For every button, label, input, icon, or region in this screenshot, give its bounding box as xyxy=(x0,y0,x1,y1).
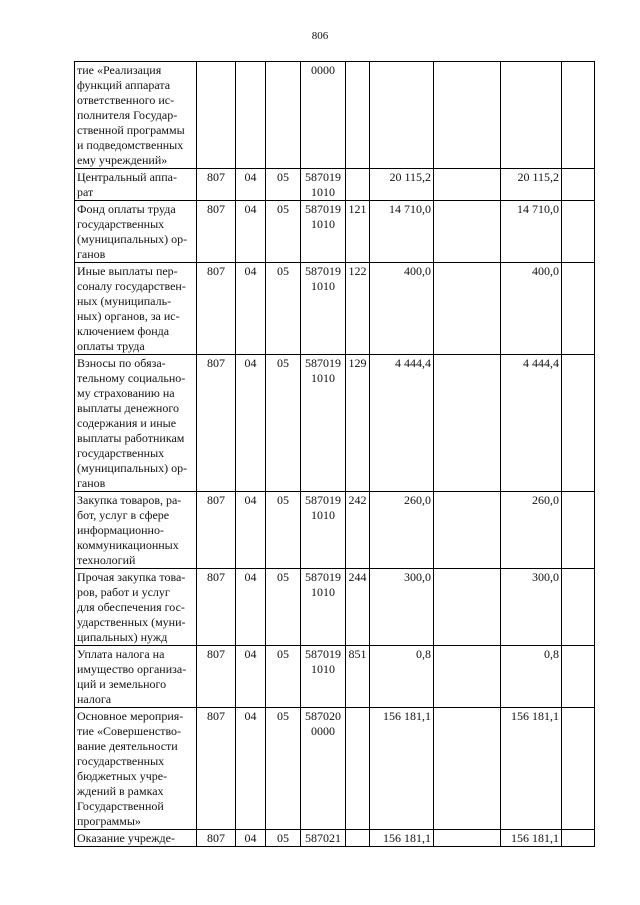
item-name-line: (муниципальных) ор- xyxy=(77,461,188,475)
item-name-cell xyxy=(75,62,197,169)
subsection-code-cell: 05 xyxy=(266,263,301,355)
empty-cell xyxy=(562,355,595,492)
item-name-line: коммуникационных xyxy=(77,538,179,552)
item-name-line: налога xyxy=(77,692,112,706)
target-article-line: 0000 xyxy=(311,724,335,738)
empty-cell xyxy=(562,646,595,708)
expense-type-cell: 851 xyxy=(346,646,370,708)
item-name-line: Прочая закупка това- xyxy=(77,570,186,584)
amount-extra-cell xyxy=(434,263,501,355)
amount-extra-cell xyxy=(434,169,501,201)
amount-extra-cell xyxy=(434,201,501,263)
table-row xyxy=(75,569,595,646)
target-article-line: 587019 xyxy=(305,493,341,507)
total-cell: 20 115,2 xyxy=(501,169,562,201)
budget-table xyxy=(74,61,595,847)
item-name-cell xyxy=(75,201,197,263)
total-cell xyxy=(501,62,562,169)
target-article-line: 1010 xyxy=(311,371,335,385)
empty-cell xyxy=(562,830,595,847)
item-name-line: Центральный аппа- xyxy=(77,170,177,184)
item-name-line: ключением фонда xyxy=(77,324,170,338)
amount-cell: 400,0 xyxy=(370,263,434,355)
item-name-line: ганов xyxy=(77,247,106,261)
table-row xyxy=(75,62,595,169)
target-article-cell xyxy=(301,355,346,492)
amount-cell: 260,0 xyxy=(370,492,434,569)
item-name-line: государственных xyxy=(77,754,165,768)
item-name-line: бот, услуг в сфере xyxy=(77,508,170,522)
subsection-code-cell: 05 xyxy=(266,492,301,569)
item-name-line: ударственных (муни- xyxy=(77,615,186,629)
item-name-line: бюджетных учре- xyxy=(77,769,168,783)
expense-type-cell: 129 xyxy=(346,355,370,492)
target-article-line: 587019 xyxy=(305,570,341,584)
amount-extra-cell xyxy=(434,708,501,830)
empty-cell xyxy=(562,263,595,355)
target-article-line: 587020 xyxy=(305,709,341,723)
item-name-cell xyxy=(75,263,197,355)
item-name-line: Иные выплаты пер- xyxy=(77,264,178,278)
expense-type-cell: 122 xyxy=(346,263,370,355)
target-article-cell xyxy=(301,646,346,708)
item-name-line: ров, работ и услуг xyxy=(77,585,170,599)
target-article-cell xyxy=(301,830,346,847)
ministry-code-cell: 807 xyxy=(197,646,236,708)
item-name-line: ждений в рамках xyxy=(77,784,164,798)
amount-cell: 0,8 xyxy=(370,646,434,708)
section-code-cell xyxy=(236,62,266,169)
table-row xyxy=(75,355,595,492)
empty-cell xyxy=(562,201,595,263)
item-name-line: Государственной xyxy=(77,799,164,813)
item-name-line: технологий xyxy=(77,553,136,567)
expense-type-cell xyxy=(346,169,370,201)
ministry-code-cell: 807 xyxy=(197,355,236,492)
target-article-line: 1010 xyxy=(311,585,335,599)
subsection-code-cell xyxy=(266,62,301,169)
target-article-line: 587019 xyxy=(305,202,341,216)
item-name-line: оплаты труда xyxy=(77,339,145,353)
item-name-line: для обеспечения гос- xyxy=(77,600,185,614)
target-article-cell xyxy=(301,263,346,355)
total-cell: 14 710,0 xyxy=(501,201,562,263)
subsection-code-cell: 05 xyxy=(266,708,301,830)
item-name-cell xyxy=(75,355,197,492)
item-name-line: Фонд оплаты труда xyxy=(77,202,176,216)
amount-cell xyxy=(370,62,434,169)
item-name-line: Уплата налога на xyxy=(77,647,165,661)
empty-cell xyxy=(562,62,595,169)
item-name-line: соналу государствен- xyxy=(77,279,186,293)
target-article-line: 1010 xyxy=(311,185,335,199)
item-name-line: тельному социально- xyxy=(77,371,186,385)
subsection-code-cell: 05 xyxy=(266,830,301,847)
item-name-line: государственных xyxy=(77,446,165,460)
target-article-cell xyxy=(301,708,346,830)
total-cell: 156 181,1 xyxy=(501,708,562,830)
item-name-line: функций аппарата xyxy=(77,78,171,92)
amount-extra-cell xyxy=(434,62,501,169)
total-cell: 156 181,1 xyxy=(501,830,562,847)
item-name-line: и подведомственных xyxy=(77,138,184,152)
table-row xyxy=(75,646,595,708)
expense-type-cell: 244 xyxy=(346,569,370,646)
amount-cell: 4 444,4 xyxy=(370,355,434,492)
table-row xyxy=(75,830,595,847)
target-article-line: 0000 xyxy=(311,63,335,77)
item-name-line: му страхованию на xyxy=(77,386,175,400)
target-article-cell xyxy=(301,62,346,169)
amount-extra-cell xyxy=(434,830,501,847)
section-code-cell: 04 xyxy=(236,201,266,263)
table-row xyxy=(75,169,595,201)
item-name-line: ных) органов, за ис- xyxy=(77,309,180,323)
item-name-line: ственной программы xyxy=(77,123,185,137)
target-article-line: 587019 xyxy=(305,170,341,184)
target-article-line: 587021 xyxy=(305,831,341,845)
target-article-cell xyxy=(301,492,346,569)
target-article-line: 1010 xyxy=(311,508,335,522)
item-name-line: тие «Реализация xyxy=(77,63,162,77)
amount-extra-cell xyxy=(434,492,501,569)
item-name-cell xyxy=(75,492,197,569)
target-article-line: 587019 xyxy=(305,356,341,370)
table-body xyxy=(75,62,595,847)
amount-cell: 14 710,0 xyxy=(370,201,434,263)
target-article-line: 1010 xyxy=(311,279,335,293)
section-code-cell: 04 xyxy=(236,355,266,492)
empty-cell xyxy=(562,569,595,646)
item-name-line: государственных xyxy=(77,217,165,231)
amount-cell: 20 115,2 xyxy=(370,169,434,201)
ministry-code-cell: 807 xyxy=(197,492,236,569)
target-article-line: 1010 xyxy=(311,217,335,231)
amount-cell: 156 181,1 xyxy=(370,708,434,830)
section-code-cell: 04 xyxy=(236,708,266,830)
expense-type-cell: 121 xyxy=(346,201,370,263)
expense-type-cell xyxy=(346,62,370,169)
item-name-cell xyxy=(75,569,197,646)
item-name-line: Оказание учрежде- xyxy=(77,831,175,845)
item-name-line: тие «Совершенство- xyxy=(77,724,182,738)
subsection-code-cell: 05 xyxy=(266,646,301,708)
target-article-line: 1010 xyxy=(311,662,335,676)
empty-cell xyxy=(562,169,595,201)
empty-cell xyxy=(562,708,595,830)
section-code-cell: 04 xyxy=(236,263,266,355)
item-name-line: ответственного ис- xyxy=(77,93,175,107)
section-code-cell: 04 xyxy=(236,492,266,569)
target-article-line: 587019 xyxy=(305,264,341,278)
table-row xyxy=(75,201,595,263)
item-name-line: (муниципальных) ор- xyxy=(77,232,188,246)
item-name-line: выплаты работникам xyxy=(77,431,185,445)
table-row xyxy=(75,263,595,355)
item-name-line: полнителя Государ- xyxy=(77,108,178,122)
item-name-line: ных (муниципаль- xyxy=(77,294,172,308)
subsection-code-cell: 05 xyxy=(266,201,301,263)
item-name-line: содержания и иные xyxy=(77,416,177,430)
table-row xyxy=(75,708,595,830)
ministry-code-cell: 807 xyxy=(197,830,236,847)
item-name-line: программы» xyxy=(77,814,141,828)
target-article-cell xyxy=(301,569,346,646)
item-name-line: Взносы по обяза- xyxy=(77,356,166,370)
item-name-line: ему учреждений» xyxy=(77,153,168,167)
ministry-code-cell: 807 xyxy=(197,201,236,263)
subsection-code-cell: 05 xyxy=(266,355,301,492)
expense-type-cell xyxy=(346,708,370,830)
empty-cell xyxy=(562,492,595,569)
table-row xyxy=(75,492,595,569)
subsection-code-cell: 05 xyxy=(266,169,301,201)
ministry-code-cell: 807 xyxy=(197,263,236,355)
total-cell: 4 444,4 xyxy=(501,355,562,492)
target-article-cell xyxy=(301,201,346,263)
ministry-code-cell: 807 xyxy=(197,169,236,201)
subsection-code-cell: 05 xyxy=(266,569,301,646)
amount-cell: 156 181,1 xyxy=(370,830,434,847)
total-cell: 260,0 xyxy=(501,492,562,569)
item-name-line: ганов xyxy=(77,476,106,490)
item-name-line: Закупка товаров, ра- xyxy=(77,493,182,507)
total-cell: 0,8 xyxy=(501,646,562,708)
item-name-line: ций и земельного xyxy=(77,677,167,691)
amount-cell: 300,0 xyxy=(370,569,434,646)
expense-type-cell xyxy=(346,830,370,847)
item-name-line: рат xyxy=(77,185,94,199)
item-name-line: Основное мероприя- xyxy=(77,709,184,723)
item-name-line: выплаты денежного xyxy=(77,401,179,415)
item-name-cell xyxy=(75,708,197,830)
target-article-cell xyxy=(301,169,346,201)
ministry-code-cell xyxy=(197,62,236,169)
target-article-line: 587019 xyxy=(305,647,341,661)
expense-type-cell: 242 xyxy=(346,492,370,569)
ministry-code-cell: 807 xyxy=(197,569,236,646)
item-name-cell xyxy=(75,169,197,201)
amount-extra-cell xyxy=(434,355,501,492)
item-name-line: имущество организа- xyxy=(77,662,187,676)
section-code-cell: 04 xyxy=(236,830,266,847)
total-cell: 400,0 xyxy=(501,263,562,355)
amount-extra-cell xyxy=(434,646,501,708)
item-name-line: информационно- xyxy=(77,523,164,537)
item-name-line: ципальных) нужд xyxy=(77,630,168,644)
amount-extra-cell xyxy=(434,569,501,646)
total-cell: 300,0 xyxy=(501,569,562,646)
item-name-line: вание деятельности xyxy=(77,739,178,753)
page-number: 806 xyxy=(311,30,329,42)
item-name-cell xyxy=(75,830,197,847)
item-name-cell xyxy=(75,646,197,708)
section-code-cell: 04 xyxy=(236,569,266,646)
section-code-cell: 04 xyxy=(236,646,266,708)
ministry-code-cell: 807 xyxy=(197,708,236,830)
section-code-cell: 04 xyxy=(236,169,266,201)
